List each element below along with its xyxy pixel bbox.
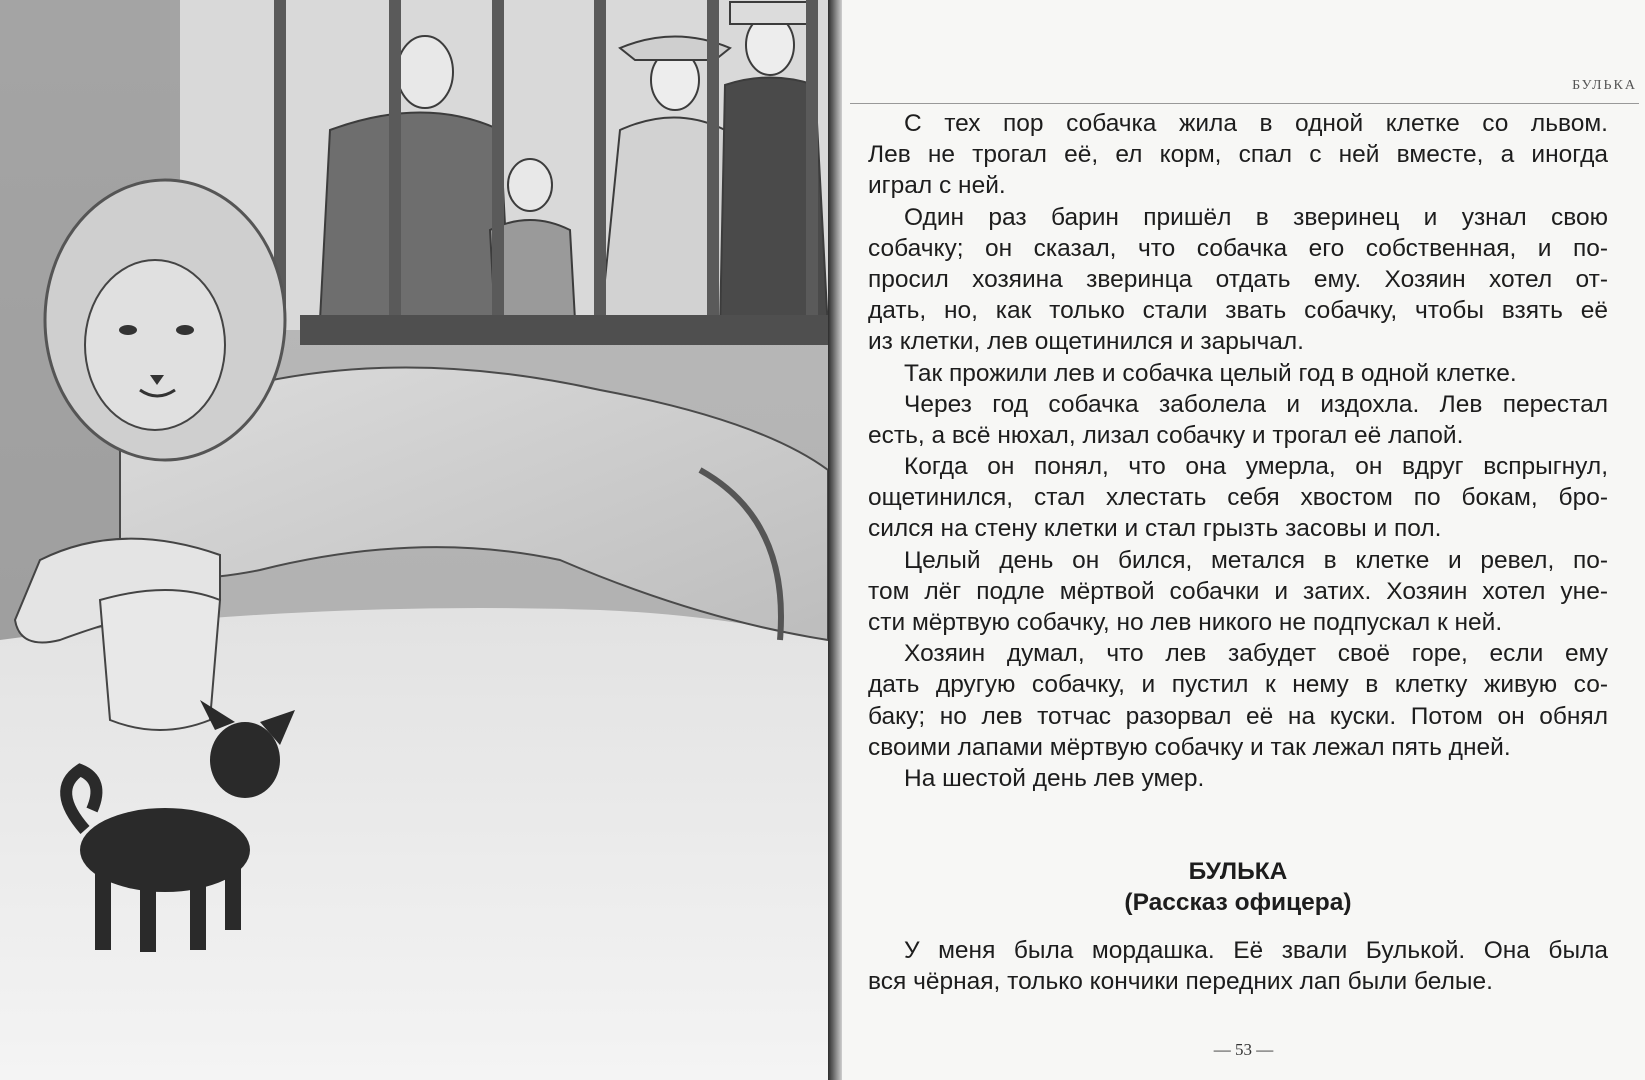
text-line: из клетки, лев ощетинился и зарычал. [868, 328, 1304, 356]
paragraph [868, 389, 1608, 451]
cage-ledge [300, 315, 828, 345]
paragraph [868, 545, 1608, 639]
paragraph [868, 358, 1608, 389]
header-rule [850, 103, 1639, 104]
text-line: С тех пор собачка жила в одной клетке со львом. [904, 110, 1608, 137]
text-line: Лев не трогал её, ел корм, спал с ней вместе, а иногда [868, 141, 1608, 169]
story-title: БУЛЬКА [1188, 858, 1288, 885]
text-line: сти мёртвую собачку, но лев никого не подпускал к ней. [868, 609, 1503, 636]
text-line: Так прожили лев и собачка целый год в одной клетке. [904, 359, 1517, 387]
running-head: БУЛЬКА [1572, 78, 1637, 93]
text-line: сился на стену клетки и стал грызть засовы и пол. [868, 515, 1442, 543]
text-page [842, 0, 1645, 1080]
paragraph [868, 638, 1608, 763]
text-line: просил хозяина зверинца отдать ему. Хозяин хотел от- [868, 265, 1608, 293]
text-line: На шестой день лев умер. [904, 764, 1205, 792]
text-line: Когда он понял, что она умерла, он вдруг вспрыгнул, [904, 453, 1608, 481]
text-line: играл с ней. [868, 172, 1006, 200]
paragraph [868, 451, 1608, 545]
text-line: Один раз барин пришёл в зверинец и узнал свою [904, 203, 1608, 231]
text-line: своими лапами мёртвую собачку и так лежал пять дней. [868, 733, 1511, 761]
text-line: вся чёрная, только кончики передних лап были белые. [868, 968, 1493, 996]
paragraph [868, 202, 1608, 358]
paragraph [868, 763, 1608, 794]
text-line: Целый день он бился, метался в клетке и ревел, по- [904, 546, 1608, 574]
text-line: У меня была мордашка. Её звали Булькой. Она была [904, 937, 1608, 964]
story-opening [868, 935, 1608, 997]
text-line: баку; но лев тотчас разорвал её на куски. Потом он обнял [868, 702, 1608, 730]
text-line: дать, но, как только стали звать собачку, чтобы взять её [868, 297, 1608, 325]
text-line: есть, а всё нюхал, лизал собачку и трогал её лапой. [868, 421, 1464, 449]
story-heading [868, 856, 1608, 918]
text-line: дать другую собачку, и пустил к нему в клетку живую со- [868, 671, 1608, 699]
book-gutter [828, 0, 842, 1080]
story-subtitle: (Рассказ офицера) [1124, 889, 1352, 916]
text-line: Через год собачка заболела и издохла. Лев перестал [904, 390, 1608, 418]
paragraph [868, 108, 1608, 202]
text-line: ощетинился, стал хлестать себя хвостом по бокам, бро- [868, 484, 1608, 512]
text-line: Хозяин думал, что лев забудет своё горе, если ему [904, 640, 1608, 668]
text-line: собачку; он сказал, что собачка его собственная, и по- [868, 234, 1608, 262]
text-line: том лёг подле мёртвой собачки и затих. Хозяин хотел уне- [868, 577, 1608, 605]
story-body [868, 108, 1608, 794]
page-number: — 53 — [1213, 1040, 1274, 1059]
